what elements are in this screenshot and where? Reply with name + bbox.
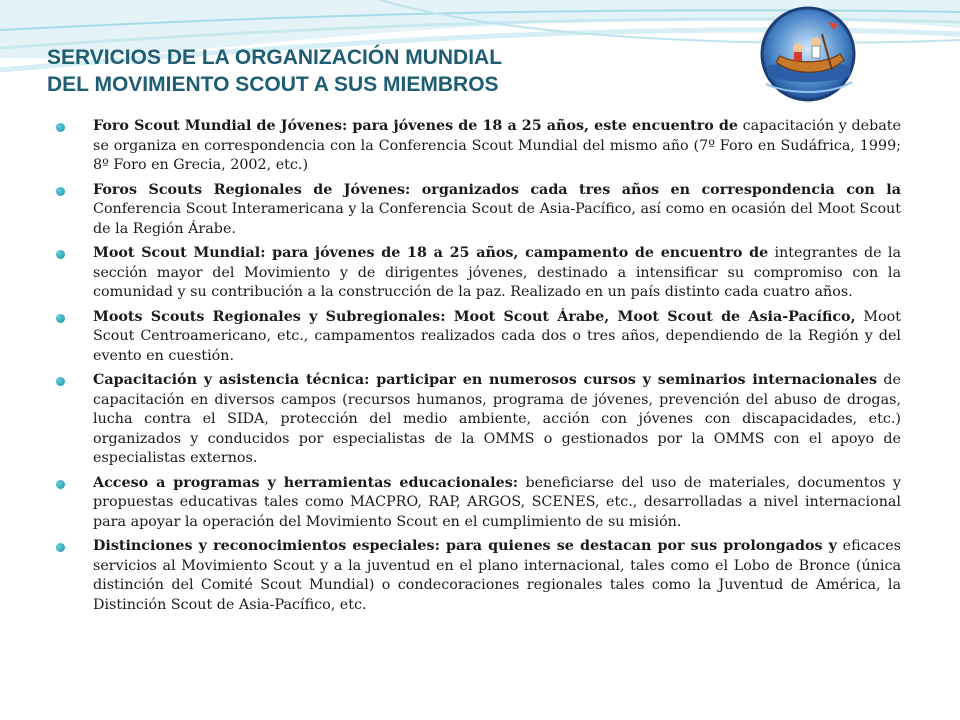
list-item	[56, 474, 901, 533]
bullet-icon	[56, 543, 65, 552]
list-item	[56, 117, 901, 176]
list-item	[56, 371, 901, 469]
item-text: eficaces servicios al Movimiento Scout y a la juventud en el plano internacional, tales como el Lobo de Bronce (única distinción del Comité Scout Mundial) o condecoraciones regionales tales como la Juventud de América, la Distinción Scout de Asia-Pacífico, etc.	[93, 538, 901, 613]
item-text: integrantes de la sección mayor del Movimiento y de dirigentes jóvenes, destinado a intensificar su compromiso con la comunidad y su contribución a la construcción de la paz. Realizado en un país distinto cada cuatro años.	[93, 245, 901, 300]
list-item	[56, 244, 901, 303]
bullet-icon	[56, 187, 65, 196]
list-item	[56, 181, 901, 240]
item-lead: Distinciones y reconocimientos especiales: para quienes se destacan por sus prolongados y	[93, 538, 837, 554]
item-text: Moot Scout Centroamericano, etc., campamentos realizados cada dos o tres años, dependiendo de la Región y del evento en cuestión.	[93, 308, 901, 364]
item-lead: Foro Scout Mundial de Jóvenes: para jóvenes de 18 a 25 años, este encuentro de	[93, 118, 738, 134]
bullet-icon	[56, 314, 65, 323]
item-text: de capacitación en diversos campos (recursos humanos, programa de jóvenes, prevención del abuso de drogas, lucha contra el SIDA, protección del medio ambiente, acción con jóvenes con discapacidades, etc.) organizados y conducidos por especialistas de la OMMS o gestionados por la OMMS con el apoyo de especialistas externos.	[93, 372, 901, 466]
item-lead: Moots Scouts Regionales y Subregionales: Moot Scout Árabe, Moot Scout de Asia-Pacífico,	[93, 308, 856, 325]
scout-canoe-emblem-icon	[758, 4, 858, 104]
item-lead: Acceso a programas y herramientas educacionales:	[93, 474, 519, 491]
bullet-icon	[56, 123, 65, 132]
item-text: Conferencia Scout Interamericana y la Conferencia Scout de Asia-Pacífico, así como en ocasión del Moot Scout de la Región Árabe.	[93, 201, 901, 237]
item-lead: Moot Scout Mundial: para jóvenes de 18 a 25 años, campamento de encuentro de	[93, 245, 769, 261]
bullet-icon	[56, 480, 65, 489]
item-text: capacitación y debate se organiza en correspondencia con la Conferencia Scout Mundial del mismo año (7º Foro en Sudáfrica, 1999; 8º Foro en Grecia, 2002, etc.)	[93, 118, 902, 173]
item-lead: Foros Scouts Regionales de Jóvenes: organizados cada tres años en correspondencia con la	[93, 181, 901, 198]
title-line-1: SERVICIOS DE LA ORGANIZACIÓN MUNDIAL	[47, 46, 503, 69]
item-lead: Capacitación y asistencia técnica: participar en numerosos cursos y seminarios internacionales	[93, 372, 878, 388]
bullet-icon	[56, 250, 65, 259]
list-item	[56, 308, 901, 367]
bullet-icon	[56, 377, 65, 386]
item-text: beneficiarse del uso de materiales, documentos y propuestas educativas tales como MACPRO, RAP, ARGOS, SCENES, etc., desarrolladas a nivel internacional para apoyar la operación del Movimiento Scout en el cumplimiento de su misión.	[93, 474, 901, 530]
services-list	[56, 117, 901, 620]
page-title	[47, 44, 727, 98]
title-line-2: DEL MOVIMIENTO SCOUT A SUS MIEMBROS	[47, 73, 499, 96]
list-item	[56, 537, 901, 615]
